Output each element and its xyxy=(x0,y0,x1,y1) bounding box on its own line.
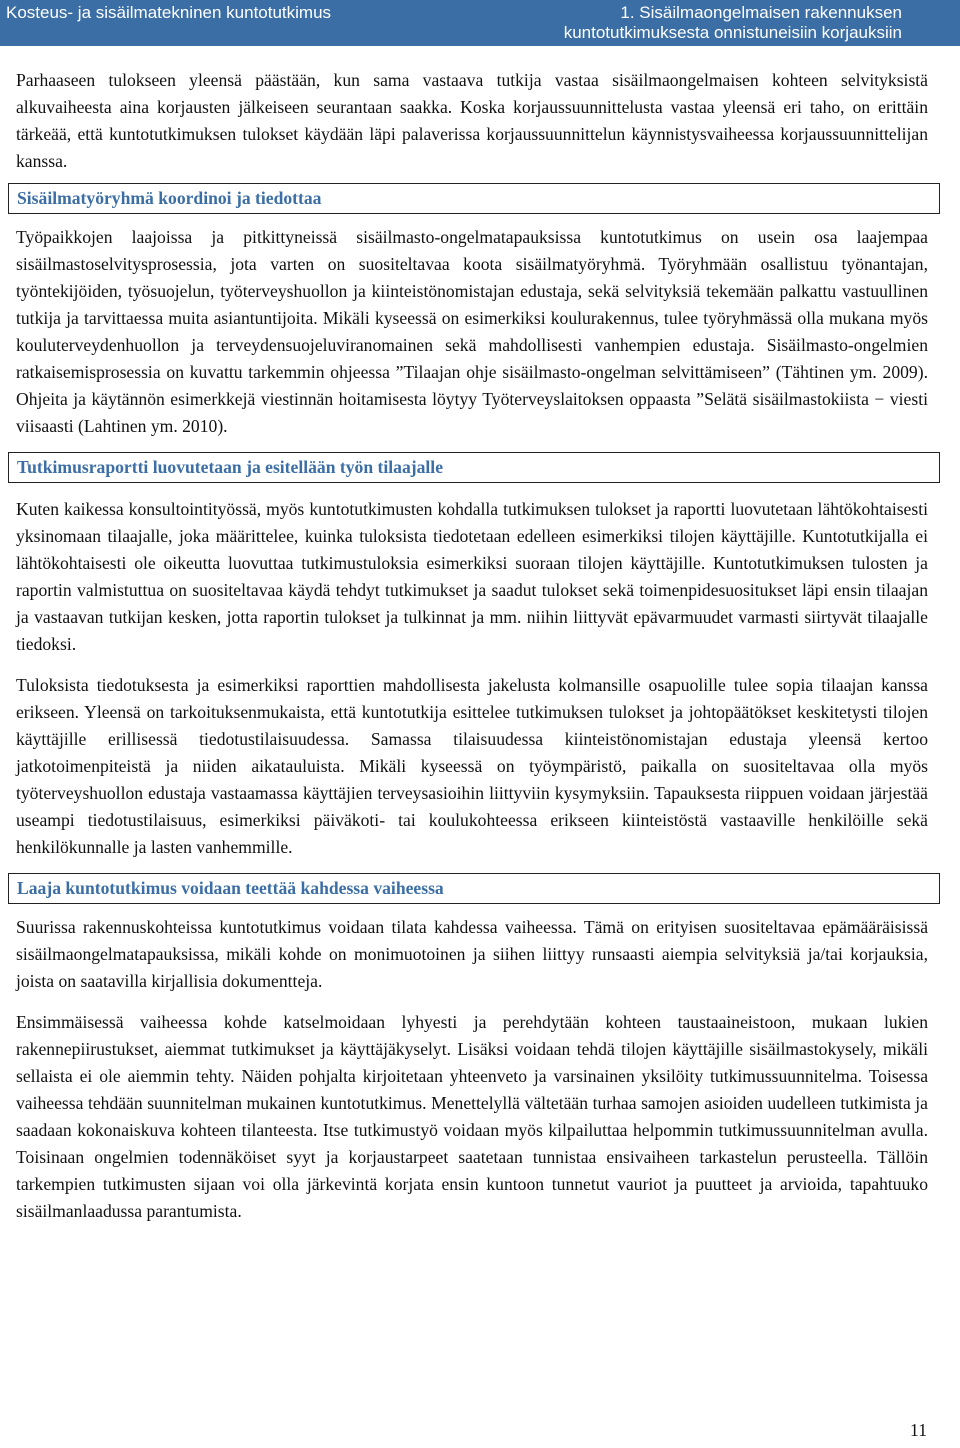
section-2-paragraph-1: Kuten kaikessa konsultointityössä, myös kuntotutkimusten kohdalla tutkimuksen tulokset ja raportti luovutetaan lähtökohtaisesti yksinomaan tilaajalle, joka määrittelee, kuinka tuloksista tiedotetaan edelleen esimerkiksi tilojen käyttäjille. Kuntotutkijalla ei lähtökohtaisesti ole oikeutta luovuttaa tutkimustuloksia esimerkiksi suoraan tilojen käyttäjille. Kuntotutkimuksen tulosten ja raportin valmistuttua on suositeltavaa käydä tehdyt tutkimukset ja saadut tulokset sekä toimenpidesuositukset läpi ensin tilaajan ja vastaavan tutkijan kesken, jotta raportin tulokset ja tulkinnat ja mm. niihin liittyvät epävarmuudet varmasti siirtyvät tilaajalle tiedoksi. xyxy=(16,499,928,654)
page-number: 11 xyxy=(910,1420,927,1440)
header-chapter-title xyxy=(564,3,902,43)
running-header xyxy=(0,0,960,46)
intro-paragraph: Parhaaseen tulokseen yleensä päästään, kun sama vastaava tutkija vastaa sisäilmaongelmaisen kohteen selvityksistä alkuvaiheesta aina korjausten jälkeiseen seurantaan saakka. Koska korjaussuunnittelusta vastaa yleensä eri taho, on erittäin tärkeää, että kuntotutkimuksen tulokset käydään läpi palaverissa korjaussuunnittelun käynnistysvaiheessa korjaussuunnittelijan kanssa. xyxy=(16,70,928,171)
section-2-paragraph-2: Tuloksista tiedotuksesta ja esimerkiksi raporttien mahdollisesta jakelusta kolmansille osapuolille tulee sopia tilaajan kanssa erikseen. Yleensä on tarkoituksenmukaista, että kuntotutkija esittelee tutkimuksen tulokset ja johtopäätökset keskitetysti tilojen käyttäjille erillisessä tiedotustilaisuudessa. Samassa tilaisuudessa kiinteistönomistajan edustaja yleensä kertoo jatkotoimenpiteistä ja niiden aikatauluista. Mikäli kyseessä on työympäristö, paikalla on suositeltavaa olla myös työterveyshuollon edustaja vastaamassa käyttäjien terveysasioihin liittyviin kysymyksiin. Tapauksesta riippuen voidaan järjestää useampi tiedotustilaisuus, esimerkiksi päiväkoti- tai koulukohteessa erikseen kiinteistöstä vastaaville henkilöille sekä henkilökunnalle ja lasten vanhemmille. xyxy=(16,675,928,857)
section-heading-box-1 xyxy=(8,183,940,214)
section-heading-box-3 xyxy=(8,873,940,904)
header-chapter-line-2: kuntotutkimuksesta onnistuneisiin korjauksiin xyxy=(563,23,902,42)
section-heading-3: Laaja kuntotutkimus voidaan teettää kahdessa vaiheessa xyxy=(17,878,444,898)
section-heading-2: Tutkimusraportti luovutetaan ja esitellään työn tilaajalle xyxy=(17,457,444,477)
section-3-paragraph-1: Suurissa rakennuskohteissa kuntotutkimus voidaan tilata kahdessa vaiheessa. Tämä on erityisen suositeltavaa epämääräisissä sisäilmaongelmatapauksissa, mikäli kohde on monimuotoinen ja siihen liittyy runsaasti aiempia selvityksiä ja/tai korjauksia, joista on saatavilla kirjallisia dokumentteja. xyxy=(16,917,928,991)
section-heading-box-2 xyxy=(8,452,940,483)
section-1-paragraph-1: Työpaikkojen laajoissa ja pitkittyneissä sisäilmasto-ongelmatapauksissa kuntotutkimus on usein osa laajempaa sisäilmastoselvitysprosessia, jota varten on suositeltavaa koota sisäilmatyöryhmä. Työryhmään osallistuu työnantajan, työntekijöiden, työsuojelun, työterveyshuollon ja kiinteistönomistajan edustaja, sekä selvityksiä tekemään palkattu vastuullinen tutkija ja tarvittaessa muita asiantuntijoita. Mikäli kyseessä on esimerkiksi koulurakennus, tulee työryhmässä olla mukana myös kouluterveydenhuollon ja terveydensuojeluviranomainen sekä mahdollisesti vanhempien edustaja. Sisäilmasto-ongelmien ratkaisemisprosessia on kuvattu tarkemmin ohjeessa ”Tilaajan ohje sisäilmasto-ongelman selvittämiseen” (Tähtinen ym. 2009). Ohjeita ja käytännön esimerkkejä viestinnän hoitamisesta löytyy Työterveyslaitoksen oppaasta ”Selätä sisäilmastokiista − viesti viisaasti (Lahtinen ym. 2010). xyxy=(16,227,928,436)
header-chapter-line-1: 1. Sisäilmaongelmaisen rakennuksen xyxy=(620,3,902,22)
section-3-paragraph-2: Ensimmäisessä vaiheessa kohde katselmoidaan lyhyesti ja perehdytään kohteen taustaaineistoon, mukaan lukien rakennepiirustukset, aiemmat tutkimukset ja käyttäjäkyselyt. Lisäksi voidaan tehdä tilojen käyttäjille sisäilmastokysely, mikäli sellaista ei ole aiemmin tehty. Näiden pohjalta kirjoitetaan yhteenveto ja varsinainen yksilöity tutkimussuunnitelma. Toisessa vaiheessa tehdään suunnitelman mukainen kuntotutkimus. Menettelyllä vältetään turhaa samojen asioiden uudelleen tutkimista ja saadaan kokonaiskuva kohteen tilanteesta. Itse tutkimustyö voidaan myös kilpailuttaa helpommin tutkimussuunnitelman avulla. Toisinaan ongelmien todennäköiset syyt ja korjaustarpeet saatetaan tunnistaa ensivaiheen tarkastelun perusteella. Tällöin tarkempien tutkimusten sijaan voi olla järkevintä korjata ensin kuntoon tunnetut vauriot ja puutteet ja arvioida, tapahtuuko sisäilmanlaadussa parantumista. xyxy=(16,1012,928,1221)
section-heading-1: Sisäilmatyöryhmä koordinoi ja tiedottaa xyxy=(17,188,322,208)
header-document-title: Kosteus- ja sisäilmatekninen kuntotutkimus xyxy=(6,3,332,22)
page-content xyxy=(16,67,928,1225)
